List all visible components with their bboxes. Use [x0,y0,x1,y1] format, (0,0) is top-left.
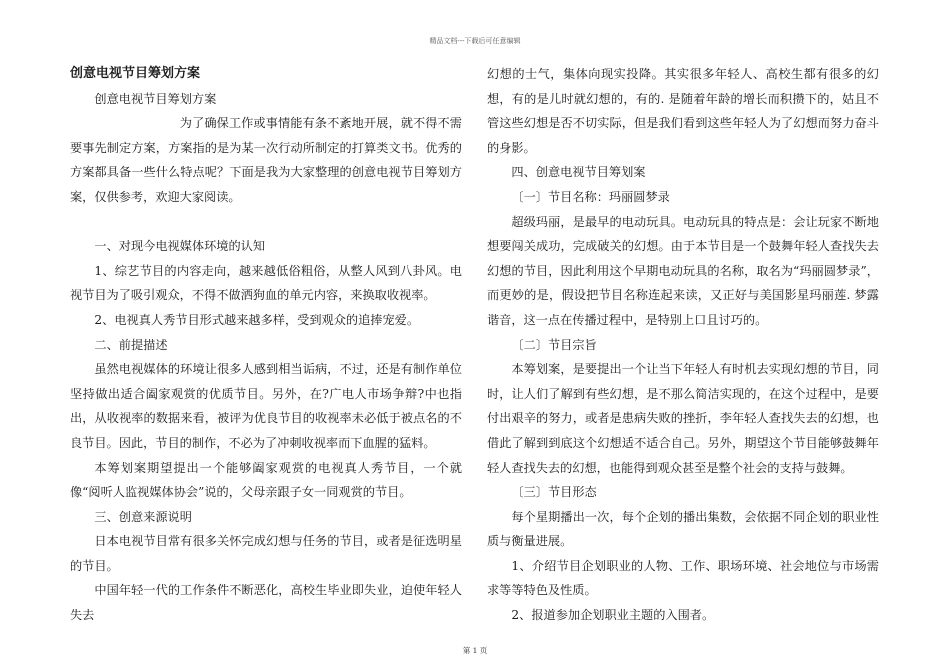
list-item: 1、介绍节目企划职业的人物、工作、职场环境、社会地位与市场需求等等特色及性质。 [487,558,879,598]
subsection-heading-3: 〔三〕节目形态 [511,485,597,500]
document-subtitle: 创意电视节目筹划方案 [94,91,217,106]
section-heading-3: 三、创意来源说明 [94,509,192,524]
subsection-heading-1: 〔一〕节目名称：玛丽圆梦录 [511,189,670,204]
paragraph: 2、电视真人秀节目形式越来越多样，受到观众的追捧宠爱。 [94,312,420,327]
paragraph: 本筹划案，是要提出一个让当下年轻人有时机去实现幻想的节目，同时，让人们了解到有些幻想，是不那么简洁实现的，在这个过程中，是要付出艰辛的努力，或者是患病失败的挫折，李年轻人查找失去的幻想，也借此了解到到底这个幻想适不适合自己。另外，期望这个节目能够鼓舞年轻人查找失去的幻想，也能得到观众甚至是整个社会的支持与鼓舞。 [487,362,879,475]
paragraph: 超级玛丽，是最早的电动玩具。电动玩具的特点是：会让玩家不断地想要闯关成功，完成破关的幻想。由于本节目是一个鼓舞年轻人查找失去幻想的节目，因此利用这个早期电动玩具的名称，取名为“玛丽圆梦录”，而更妙的是，假设把节目名称连起来读，又正好与美国影星玛丽莲. 梦露谐音，这一点在传播过程中，是特别上口且讨巧的。 [487,214,879,327]
section-heading-2: 二、前提描述 [94,337,168,352]
page-number: 第 1 页 [462,646,488,655]
subsection-heading-2: 〔二〕节目宗旨 [511,337,597,352]
blank-line [70,210,462,235]
left-column [70,62,462,628]
section-heading-1: 一、对现今电视媒体环境的认知 [94,239,266,254]
paragraph: 虽然电视媒体的环境让很多人感到相当诟病，不过，还是有制作单位坚持做出适合阖家观赏的优质节目。另外，在?广电人市场争辩?中也指出，从收视率的数据来看，被评为优良节目的收视率未必低于被点名的不良节目。因此，节目的制作，不必为了冲刺收视率而下血腥的猛料。 [70,362,462,450]
page-header: 精品文档---下载后可任意编辑 [429,37,521,45]
preface-paragraph: 为了确保工作或事情能有条不紊地开展，就不得不需要事先制定方案，方案指的是为某一次行动所制定的打算类文书。优秀的方案都具备一些什么特点呢？下面是我为大家整理的创意电视节目筹划方案，仅供参考，欢迎大家阅读。 [70,116,462,204]
paragraph: 本筹划案期望提出一个能够阖家观赏的电视真人秀节目，一个就像“阅听人监视媒体协会”说的，父母亲跟子女一同观赏的节目。 [70,460,462,500]
right-column [487,62,879,628]
paragraph: 日本电视节目常有很多关怀完成幻想与任务的节目，或者是征选明星的节目。 [70,534,462,573]
paragraph-continued: 幻想的士气，集体向现实投降。其实很多年轻人、高校生都有很多的幻想，有的是儿时就幻想的，有的. 是随着年龄的增长而积攒下的，姑且不管这些幻想是否不切实际，但是我们看到这些年轻人为了幻想而努力奋斗的身影。 [487,67,879,155]
paragraph: 1、综艺节目的内容走向，越来越低俗粗俗，从整人风到八卦风。电视节目为了吸引观众，不得不做洒狗血的单元内容，来换取收视率。 [70,263,462,303]
paragraph: 每个星期播出一次，每个企划的播出集数，会依据不同企划的职业性质与衡量进展。 [487,509,879,549]
section-heading-4: 四、创意电视节目筹划案 [511,165,646,180]
paragraph: 中国年轻一代的工作条件不断恶化，高校生毕业即失业，迫使年轻人失去 [70,583,462,623]
list-item: 2、报道参加企划职业主题的入围者。 [511,608,715,623]
document-title: 创意电视节目筹划方案 [70,66,201,81]
